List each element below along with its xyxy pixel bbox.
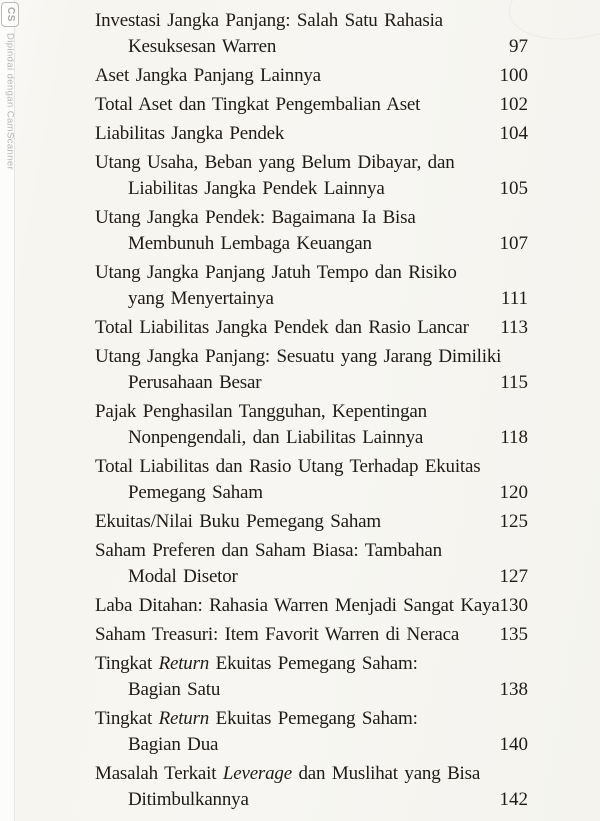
toc-entry-title: Utang Usaha, Beban yang Belum Dibayar, dan (95, 152, 455, 173)
toc-page-number: 138 (499, 679, 528, 700)
toc-page-number: 104 (499, 123, 528, 144)
toc-entry (95, 761, 528, 813)
toc-entry-title: Tingkat Return Ekuitas Pemegang Saham: (95, 708, 418, 729)
toc-page-number: 120 (499, 482, 528, 503)
toc-entry-line (95, 260, 528, 286)
toc-page-number: 105 (499, 178, 528, 199)
toc-entry (95, 63, 528, 89)
toc-entry-line (95, 344, 528, 370)
toc-entry-title: Ekuitas/Nilai Buku Pemegang Saham (95, 511, 381, 532)
toc-entry (95, 205, 528, 257)
toc-page-number: 107 (499, 233, 528, 254)
toc-entry (95, 622, 528, 648)
toc-entry-line (95, 480, 528, 506)
camscanner-logo-icon: CS (1, 2, 19, 27)
toc-entry-line (95, 150, 528, 176)
toc-entry-title: Bagian Dua (128, 734, 219, 755)
toc-entry-title: Perusahaan Besar (128, 372, 262, 393)
toc-entry-line (95, 63, 528, 89)
toc-entry-line (95, 205, 528, 231)
toc-entry-line (95, 651, 528, 677)
toc-entry-title: Utang Jangka Panjang Jatuh Tempo dan Risiko (95, 262, 457, 283)
toc-entry-line (95, 593, 528, 619)
toc-entry-title: Investasi Jangka Panjang: Salah Satu Rahasia (95, 10, 443, 31)
toc-entry-line (95, 8, 528, 34)
toc-entry-line (95, 706, 528, 732)
toc-page-number: 135 (499, 624, 528, 645)
toc-entry-title: Tingkat Return Ekuitas Pemegang Saham: (95, 653, 418, 674)
camscanner-watermark-label: Dipindai dengan CamScanner (4, 32, 16, 171)
toc-entry-line (95, 509, 528, 535)
toc-page-number: 125 (499, 511, 528, 532)
toc-page-number: 140 (499, 734, 528, 755)
toc-entry (95, 593, 528, 619)
toc-page-number: 113 (500, 317, 528, 338)
toc-entry-line (95, 454, 528, 480)
toc-entry-title: Liabilitas Jangka Pendek (95, 123, 285, 144)
toc-entry (95, 538, 528, 590)
toc-entry (95, 344, 528, 396)
toc-entry (95, 651, 528, 703)
toc-entry (95, 399, 528, 451)
toc-entry-line (95, 787, 528, 813)
toc-entry-title: Utang Jangka Pendek: Bagaimana Ia Bisa (95, 207, 416, 228)
toc-entry (95, 454, 528, 506)
toc-entry-line (95, 92, 528, 118)
toc-entry-title: Ditimbulkannya (128, 789, 249, 810)
toc-entry (95, 260, 528, 312)
toc-entry-title: Laba Ditahan: Rahasia Warren Menjadi Sangat Kaya (95, 595, 500, 616)
toc-page-number: 100 (499, 65, 528, 86)
toc-entry-line (95, 176, 528, 202)
toc-entry-title: Aset Jangka Panjang Lainnya (95, 65, 321, 86)
toc-entry-line (95, 622, 528, 648)
toc-entry-line (95, 34, 528, 60)
toc-entry (95, 315, 528, 341)
toc-entry-title: Pajak Penghasilan Tangguhan, Kepentingan (95, 401, 427, 422)
toc-entry (95, 92, 528, 118)
toc-entry-title: Kesuksesan Warren (128, 36, 277, 57)
toc-entry-line (95, 231, 528, 257)
toc-page-number: 97 (509, 36, 528, 57)
toc-page-number: 142 (499, 789, 528, 810)
toc-entry-title: Bagian Satu (128, 679, 221, 700)
toc-entry-line (95, 732, 528, 758)
toc-entry-title: Total Liabilitas Jangka Pendek dan Rasio Lancar (95, 317, 469, 338)
toc-entry-line (95, 286, 528, 312)
toc-entry-title: Masalah Terkait Leverage dan Muslihat yang Bisa (95, 763, 481, 784)
toc-page-number: 115 (500, 372, 528, 393)
toc-entry-title: Modal Disetor (128, 566, 238, 587)
toc-page-number: 118 (500, 427, 528, 448)
toc-entry-line (95, 425, 528, 451)
toc-entry-title: Nonpengendali, dan Liabilitas Lainnya (128, 427, 424, 448)
toc-entry (95, 8, 528, 60)
toc-entry-title: Total Aset dan Tingkat Pengembalian Aset (95, 94, 421, 115)
toc-page-number: 102 (499, 94, 528, 115)
toc-page-number: 130 (499, 595, 528, 616)
toc-entry-title: Liabilitas Jangka Pendek Lainnya (128, 178, 385, 199)
camscanner-watermark (1, 2, 19, 170)
toc-entry-title: Pemegang Saham (128, 482, 263, 503)
toc-entry-title: Saham Treasuri: Item Favorit Warren di Neraca (95, 624, 460, 645)
toc-entry-title: Utang Jangka Panjang: Sesuatu yang Jarang Dimiliki (95, 346, 502, 367)
toc-entry-title: Total Liabilitas dan Rasio Utang Terhadap Ekuitas (95, 456, 481, 477)
toc-entry-title: Membunuh Lembaga Keuangan (128, 233, 372, 254)
toc-entry-line (95, 399, 528, 425)
toc-entry (95, 121, 528, 147)
toc-page-number: 111 (500, 288, 528, 309)
toc-entry (95, 509, 528, 535)
toc-entry-line (95, 370, 528, 396)
toc-entry-line (95, 677, 528, 703)
toc-page-number: 127 (499, 566, 528, 587)
toc-entry (95, 706, 528, 758)
toc-entry-line (95, 121, 528, 147)
toc-entry-line (95, 315, 528, 341)
toc-entry-line (95, 538, 528, 564)
table-of-contents (95, 8, 528, 816)
toc-entry-line (95, 564, 528, 590)
toc-entry-title: Saham Preferen dan Saham Biasa: Tambahan (95, 540, 442, 561)
toc-entry-title: yang Menyertainya (128, 288, 274, 309)
toc-entry (95, 150, 528, 202)
toc-entry-line (95, 761, 528, 787)
